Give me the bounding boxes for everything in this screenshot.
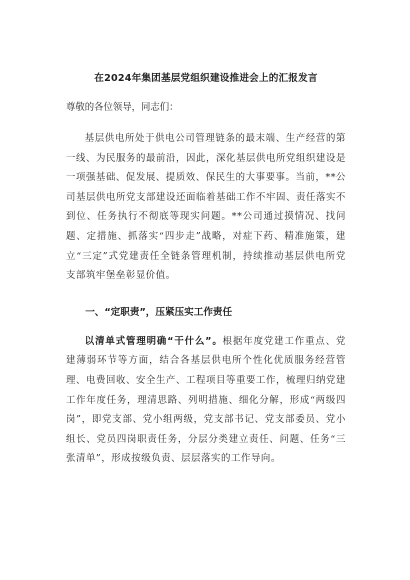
- document-title: 在2024年集团基层党组织建设推进会上的汇报发言: [94, 73, 318, 84]
- section-heading-1: 一、“定职责”，压紧压实工作责任: [85, 306, 233, 318]
- greeting: 尊敬的各位领导，同志们：: [66, 102, 179, 113]
- section-1-lead: 以清单式管理明确“干什么”。: [84, 335, 223, 347]
- section-1-paragraph: [66, 332, 346, 469]
- section-1-body: 根据年度党建工作重点、党建薄弱环节等方面，结合各基层供电所个性化优质服务经营管理、电费回收、安全生产、工程项目等重要工作，梳理归纳党建工作年度任务，理清思路、列明措施、细化分解，形成“两级四岗”，即党支部、党小组两级，党支部书记、党支部委员、党小组长、党员四岗职责任务，分层分类建立责任、问题、任务“三张清单”，形成按级负责、层层落实的工作导向。: [66, 335, 346, 465]
- intro-paragraph: 基层供电所处于供电公司管理链条的最末端、生产经营的第一线、为民服务的最前沿，因此，深化基层供电所党组织建设是一项强基础、促发展、提质效、保民生的大事要事。当前，**公司基层供电所党支部建设还面临着基础工作不牢固、责任落实不到位、任务执行不彻底等现实问题。**公司通过摸情况、找问题、定措施、抓落实“四步走”战略，对症下药、精准施策，建立“三定”式党建责任全链条管理机制，持续推动基层供电所党支部筑牢堡垒彰显价值。: [66, 133, 346, 282]
